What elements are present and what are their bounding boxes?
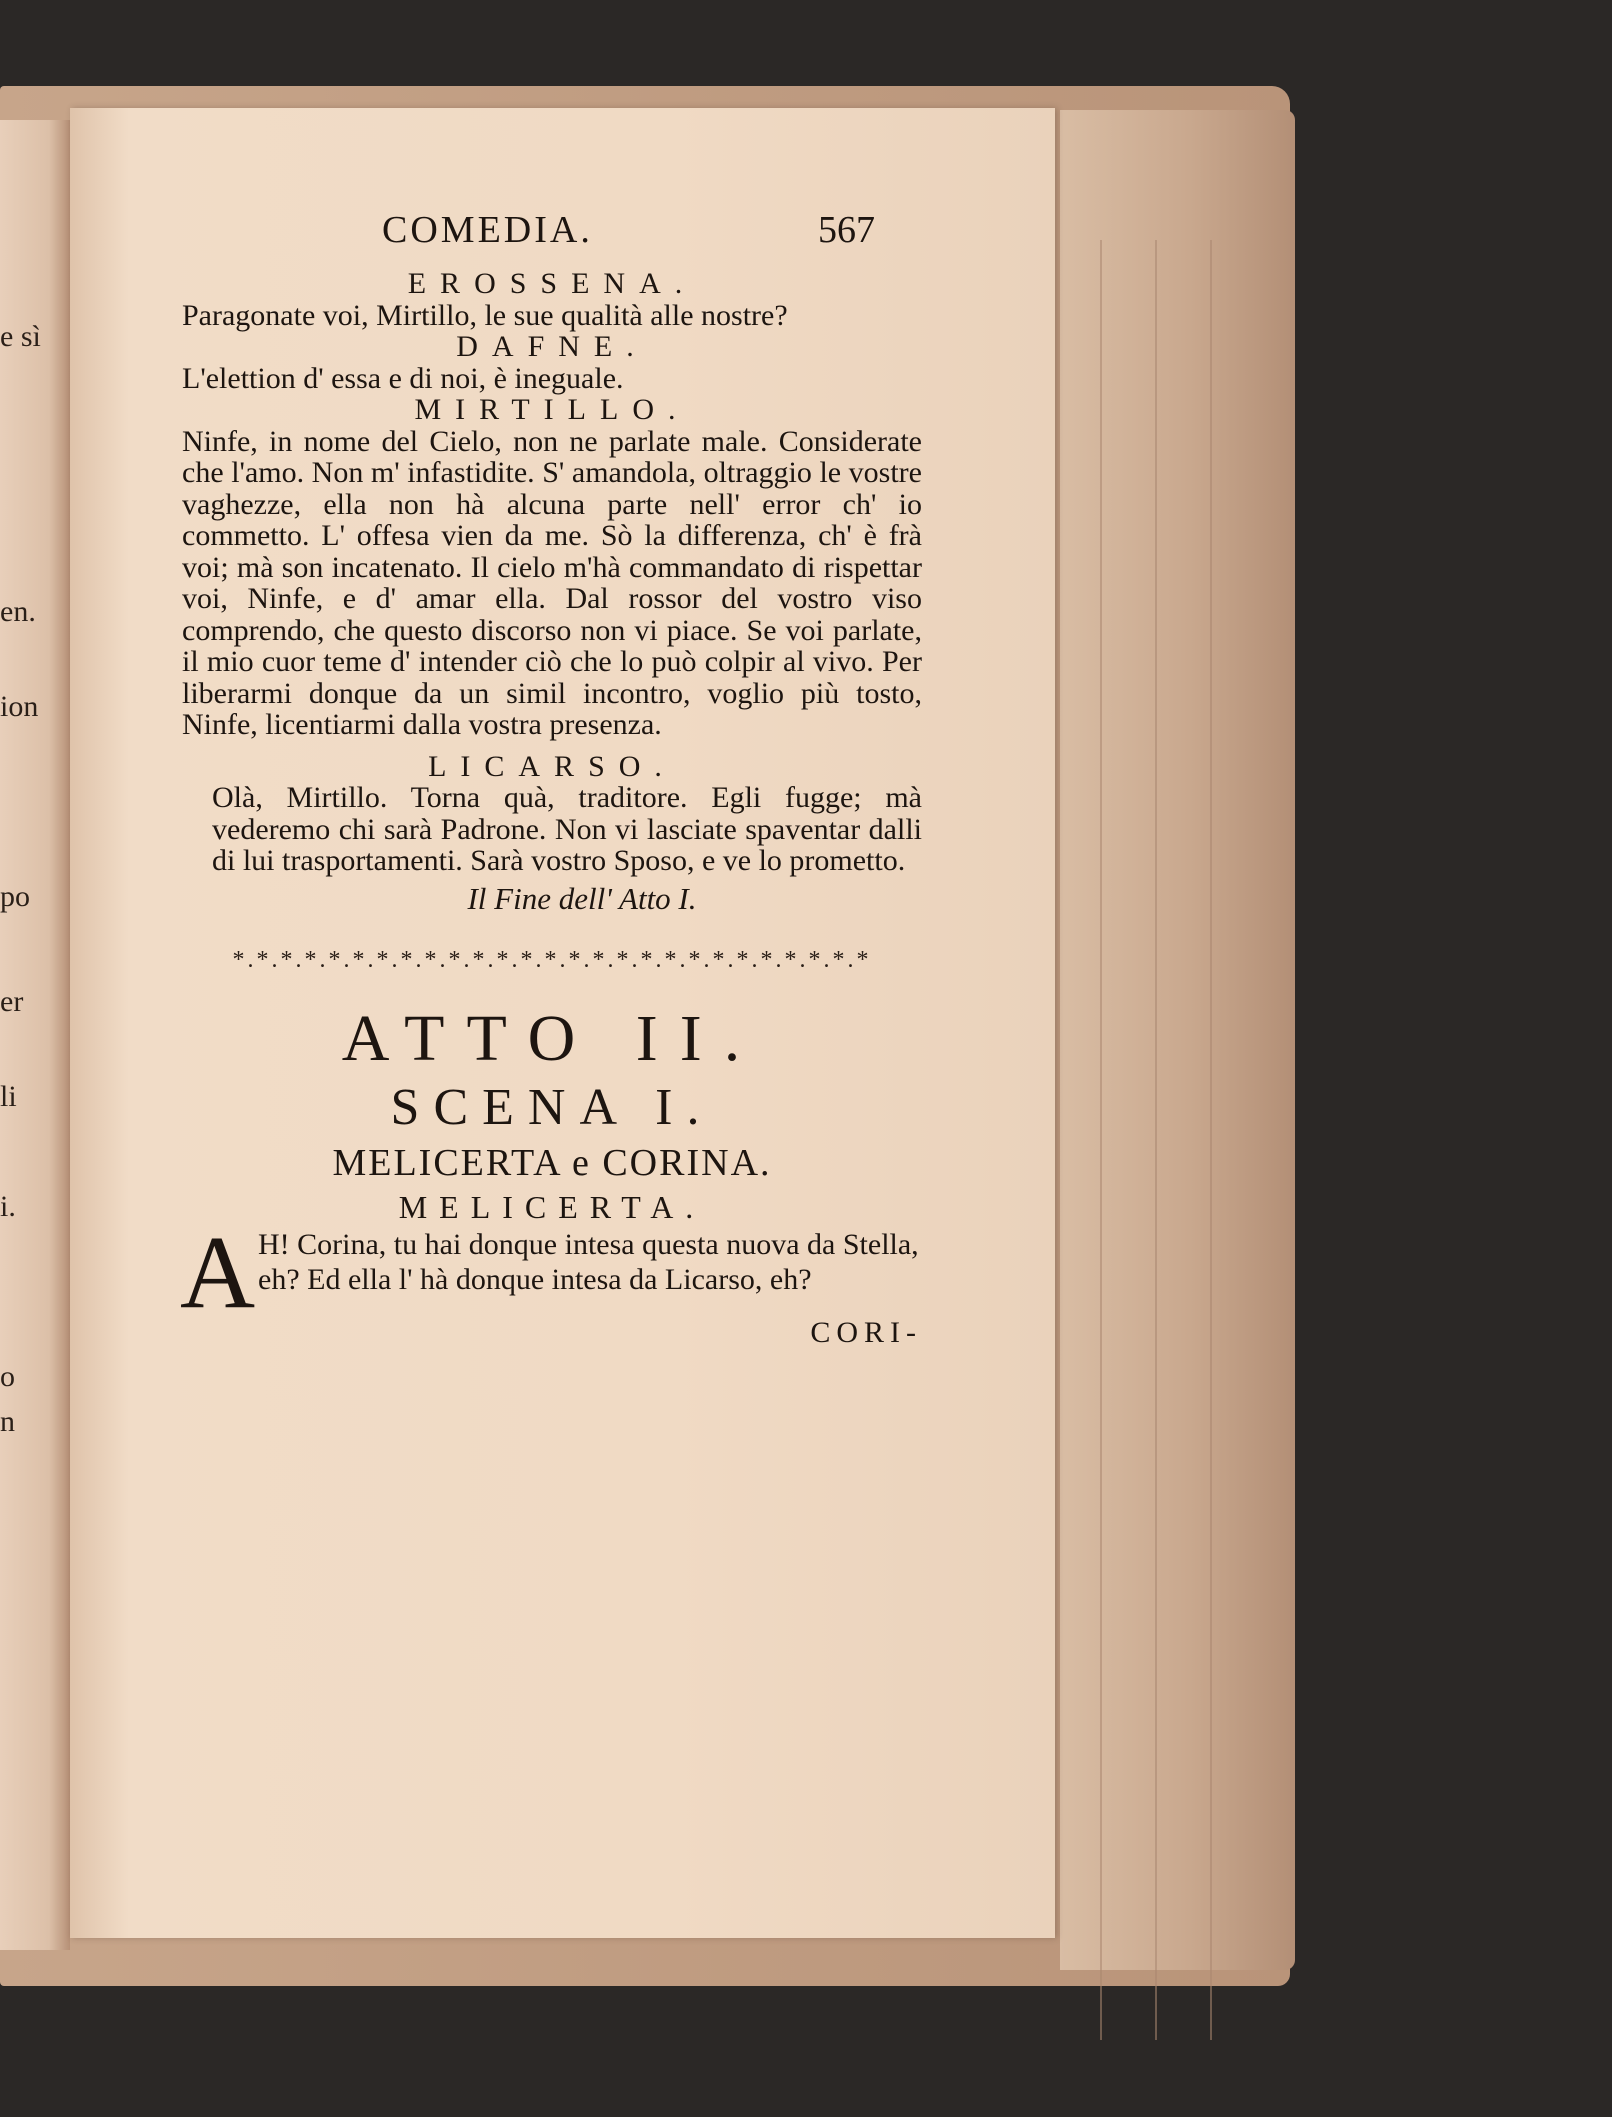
left-page-fragment: er	[0, 985, 24, 1018]
drop-cap: A	[180, 1214, 256, 1330]
dialogue-paragraph: Olà, Mirtillo. Torna quà, traditore. Egli fugge; mà vederemo chi sarà Padrone. Non vi lasciate spaventar dalli di lui trasportamenti. Sarà vostro Sposo, e ve lo prometto.	[212, 781, 922, 877]
left-page-fragment: e sì	[0, 320, 41, 353]
catchword: CORI-	[810, 1315, 922, 1349]
printed-page	[70, 108, 1055, 1938]
page-edge-line	[1210, 240, 1212, 2040]
page-number: 567	[818, 209, 875, 251]
left-page-fragment: n	[0, 1405, 15, 1438]
scene-characters: MELICERTA e CORINA.	[332, 1141, 772, 1184]
scene-heading: SCENA I.	[390, 1078, 714, 1136]
dialogue-paragraph: Ninfe, in nome del Cielo, non ne parlate male. Considerate che l'amo. Non m' infastidite. S' amandola, oltraggio le vostre vaghezze, ella non hà alcuna parte nell' error ch' io commetto. L' offesa vien da me. Sò la differenza, ch' è frà voi; mà son incatenato. Il cielo m'hà commandato di rispettar voi, Ninfe, e d' amar ella. Dal rossor del vostro viso comprendo, che questo discorso non vi piace. Se voi parlate, il mio cuor teme d' intender ciò che lo può colpir al vivo. Per liberarmi donque da un simil incontro, voglio più tosto, Ninfe, licentiarmi dalla vostra presenza.	[182, 424, 922, 741]
speaker-heading: MELICERTA.	[398, 1188, 706, 1225]
running-head	[182, 208, 922, 258]
speaker-heading: DAFNE.	[456, 330, 648, 363]
page-block-edge	[1060, 110, 1295, 1970]
left-page-margin	[0, 120, 70, 1950]
left-page-fragment: o	[0, 1360, 15, 1393]
running-head-title: COMEDIA.	[382, 209, 593, 251]
speaker-heading: EROSSENA.	[407, 267, 697, 300]
left-page-fragment: en.	[0, 595, 36, 628]
page-edge-line	[1100, 240, 1102, 2040]
opening-paragraph	[180, 1214, 922, 1330]
page-body	[182, 268, 922, 1348]
dialogue-line: Paragonate voi, Mirtillo, le sue qualità alle nostre?	[182, 298, 788, 332]
speaker-heading: LICARSO.	[428, 749, 676, 783]
left-page-fragment: ion	[0, 690, 39, 723]
act-heading: ATTO II.	[341, 1001, 763, 1075]
act-end-note: Il Fine dell' Atto I.	[467, 880, 697, 916]
dialogue-paragraph: H! Corina, tu hai donque intesa questa nuova da Stella, eh? Ed ella l' hà donque intesa da Licarso, eh?	[258, 1227, 919, 1296]
left-page-fragment: po	[0, 880, 30, 913]
ornament-rule: *.*.*.*.*.*.*.*.*.*.*.*.*.*.*.*.*.*.*.*.*.*.*.*.*.*.*	[232, 947, 872, 973]
left-page-fragment: i.	[0, 1190, 16, 1223]
left-page-fragment: li	[0, 1080, 17, 1113]
dialogue-line: L'elettion d' essa e di noi, è ineguale.	[182, 361, 624, 395]
page-edge-line	[1155, 240, 1157, 2040]
speaker-heading: MIRTILLO.	[414, 393, 690, 426]
